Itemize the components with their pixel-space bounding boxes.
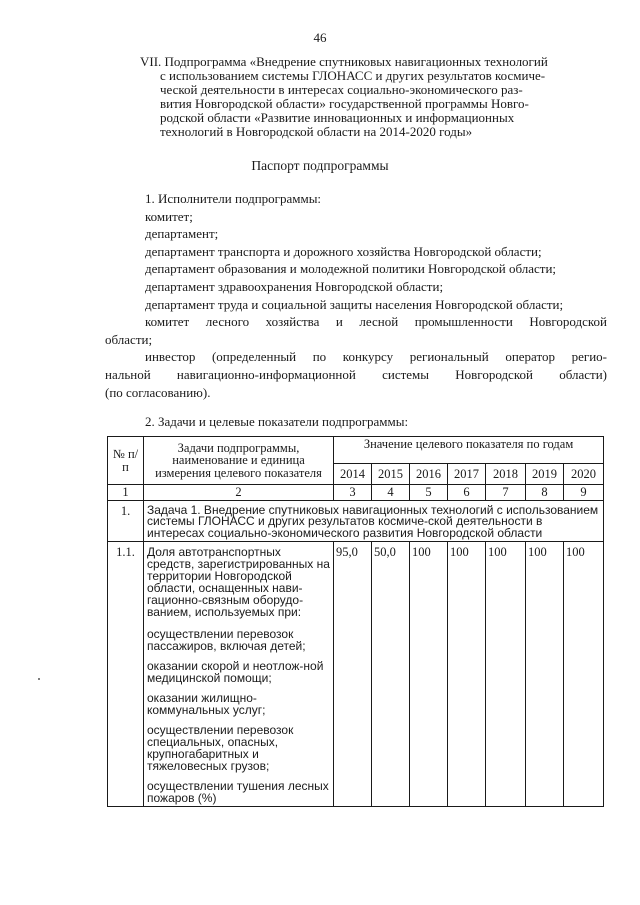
scan-speck	[38, 678, 40, 680]
header-year: 2014	[334, 464, 372, 485]
indicator-sub: осуществлении перевозок специальных, опасных, крупногабаритных и тяжеловесных грузов;	[147, 723, 294, 773]
indicator-value: 100	[526, 542, 564, 807]
col-number: 4	[372, 485, 410, 501]
col-number: 1	[108, 485, 144, 501]
col-number: 5	[410, 485, 448, 501]
executors-title: 1. Исполнители подпрограммы:	[145, 191, 322, 206]
passport-title: Паспорт подпрограммы	[251, 158, 389, 173]
col-number: 2	[144, 485, 334, 501]
subprogram-heading	[140, 54, 590, 139]
header-year: 2020	[564, 464, 604, 485]
header-year: 2019	[526, 464, 564, 485]
heading-line: технологий в Новгородской области на 2014-2020 годы»	[160, 124, 473, 139]
executor-item: департамент образования и молодежной политики Новгородской области;	[145, 261, 557, 277]
header-tasks: Задачи подпрограммы, наименование и единица измерения целевого показателя	[144, 437, 334, 485]
indicator-sub: осуществлении тушения лесных пожаров (%)	[147, 779, 329, 805]
col-number: 3	[334, 485, 372, 501]
indicator-value: 95,0	[334, 542, 372, 807]
indicator-value: 100	[410, 542, 448, 807]
heading-line: с использованием системы ГЛОНАСС и других результатов космиче-	[160, 68, 546, 83]
col-number: 8	[526, 485, 564, 501]
heading-line: вития Новгородской области» государственной программы Новго-	[160, 96, 529, 111]
indicator-value: 50,0	[372, 542, 410, 807]
header-year: 2018	[486, 464, 526, 485]
header-year: 2015	[372, 464, 410, 485]
task-text: Задача 1. Внедрение спутниковых навигационных технологий с использованием системы ГЛОНАСС и других результатов космиче-ской деятельности в интересах социально-экономического развития Новгородской области	[144, 500, 604, 542]
executor-item: комитет лесного хозяйства и лесной промышленности Новгородской	[145, 314, 607, 330]
executor-item-continued: области;	[105, 331, 153, 347]
executor-item: департамент труда и социальной защиты населения Новгородской области;	[145, 296, 564, 312]
executor-item: департамент транспорта и дорожного хозяйства Новгородской области;	[145, 243, 542, 259]
heading-line: VII. Подпрограмма «Внедрение спутниковых навигационных технологий	[140, 54, 548, 69]
indicator-value: 100	[448, 542, 486, 807]
tasks-table	[107, 436, 604, 807]
col-number: 6	[448, 485, 486, 501]
indicator-description	[144, 542, 334, 807]
indicator-sub: оказании жилищно-коммунальных услуг;	[147, 691, 266, 717]
indicator-value: 100	[486, 542, 526, 807]
indicator-value: 100	[564, 542, 604, 807]
task-num: 1.	[108, 500, 144, 542]
heading-line: родской области «Развитие инновационных и информационных	[160, 110, 515, 125]
indicator-main: Доля автотранспортных средств, зарегистрированных на территории Новгородской области, оснащенных нави-гационно-связным оборудо-ванием, используемых при:	[147, 545, 330, 619]
header-num: № п/п	[108, 437, 144, 485]
header-year: 2017	[448, 464, 486, 485]
investor-item: инвестор (определенный по конкурсу региональный оператор регио-	[145, 349, 607, 365]
indicator-sub: оказании скорой и неотлож-ной медицинской помощи;	[147, 659, 324, 685]
executor-item: департамент;	[145, 226, 219, 242]
col-number: 9	[564, 485, 604, 501]
heading-line: ческой деятельности в интересах социально-экономического раз-	[160, 82, 523, 97]
indicator-num: 1.1.	[108, 542, 144, 807]
tasks-section-title: 2. Задачи и целевые показатели подпрограммы:	[145, 414, 409, 429]
page-number: 46	[313, 30, 327, 45]
col-number: 7	[486, 485, 526, 501]
executor-item: департамент здравоохранения Новгородской области;	[145, 278, 444, 294]
indicator-sub: осуществлении перевозок пассажиров, включая детей;	[147, 627, 306, 653]
investor-item-continued: (по согласованию).	[105, 384, 211, 400]
executors-section	[105, 190, 607, 401]
header-year: 2016	[410, 464, 448, 485]
executor-item: комитет;	[145, 208, 193, 224]
header-values: Значение целевого показателя по годам	[334, 437, 604, 464]
investor-item-continued: нальной навигационно-информационной системы Новгородской области)	[105, 366, 607, 382]
